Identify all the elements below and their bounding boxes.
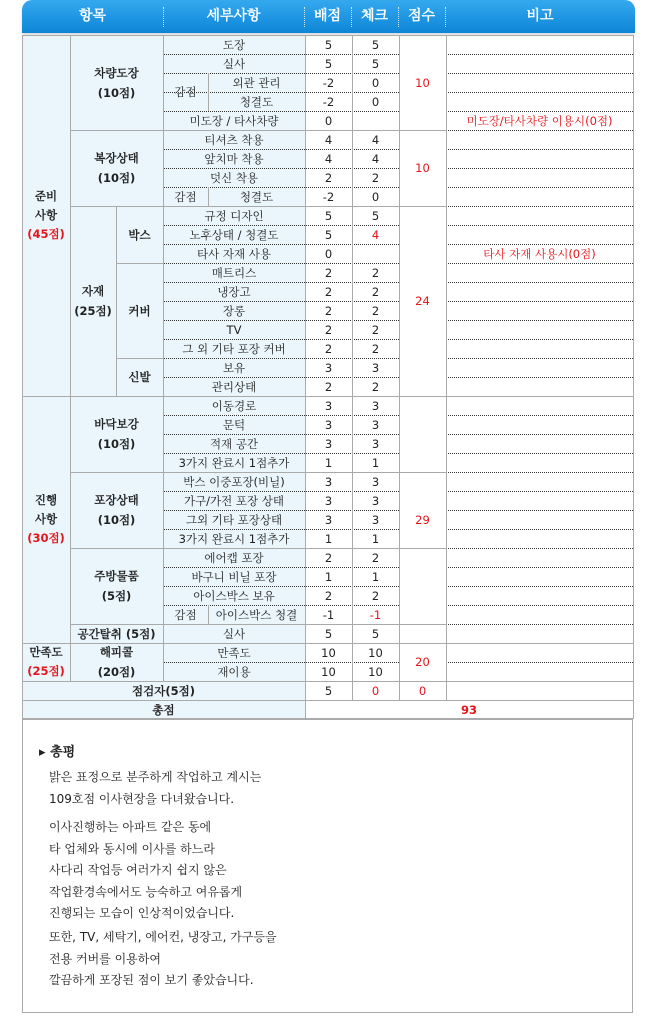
check-cell: 3 [371,436,380,451]
group-label: (5점) [101,589,132,603]
check-cell [352,244,399,263]
score-cell: 2 [324,284,333,299]
inspector-label: 점검자(5점) [132,683,195,698]
row-divider [446,377,633,378]
total-label: 총점 [152,702,175,717]
detail-item: 3가지 완료시 1점추가 [178,531,290,546]
row-divider [163,491,399,492]
column-divider [163,35,164,681]
group-label: 포장상태 [94,493,139,507]
summary-title-text: 총평 [50,745,76,760]
section-score: 0 [418,683,427,698]
summary-line: 이사진행하는 아파트 같은 동에 [49,820,212,834]
row-divider [446,358,633,359]
row-divider [163,73,399,74]
check-cell: 1 [371,531,380,546]
row-divider [446,149,633,150]
summary-paragraph [49,767,261,810]
check-cell: -1 [369,607,382,622]
score-cell: 5 [324,37,333,52]
row-divider [446,662,633,663]
column-divider [116,206,117,396]
check-cell [352,111,399,130]
row-divider [163,54,399,55]
row-divider [446,453,633,454]
row-divider [163,187,399,188]
summary-line: 밝은 표정으로 분주하게 작업하고 계시는 [49,770,262,784]
check-cell: 2 [371,284,380,299]
group-cell [70,35,163,130]
header-check: 체크 [360,8,389,24]
row-divider [446,206,633,207]
detail-item: 앞치마 착용 [204,151,264,166]
row-divider [446,244,633,245]
check-cell: 2 [371,265,380,280]
detail-item: 규정 디자인 [204,208,264,223]
score-cell: -2 [322,189,335,204]
row-divider [163,301,399,302]
row-divider [163,149,399,150]
detail-item: 그외 기타 포장상태 [185,512,283,527]
row-divider [446,567,633,568]
row-divider [70,396,446,397]
total-value: 93 [460,702,477,717]
score-cell: 10 [321,645,336,660]
check-cell: 3 [371,417,380,432]
detail-item: 그 외 기타 포장 커버 [182,341,286,356]
row-divider [446,263,633,264]
row-divider [446,624,633,625]
row-divider [70,130,446,131]
score-cell: 3 [324,398,333,413]
detail-item: 미도장 / 타사차량 [189,113,279,128]
row-divider [446,54,633,55]
score-cell: 3 [324,360,333,375]
score-cell: 5 [324,56,333,71]
row-divider [163,111,399,112]
row-divider [446,320,633,321]
group-label: 바닥보강 [94,417,139,431]
column-divider [70,35,71,681]
detail-item: 아이스박스 청결 [215,607,298,622]
summary-line: 진행되는 모습이 인상적이었습니다. [49,906,235,920]
score-cell: 0 [324,113,333,128]
check-cell: 0 [371,189,380,204]
detail-item: 티셔츠 착용 [204,132,264,147]
row-divider [446,92,633,93]
row-divider [70,624,446,625]
category-points: (30점) [27,531,65,545]
row-divider [163,586,399,587]
score-cell: 2 [324,588,333,603]
score-cell: 10 [321,664,336,679]
column-divider [208,73,209,111]
row-divider [163,358,399,359]
detail-item: 덧신 착용 [209,170,259,185]
row-divider [70,643,446,644]
score-cell: 3 [324,493,333,508]
score-cell: 2 [324,322,333,337]
row-divider [70,472,446,473]
row-divider [163,244,399,245]
group-label: (10점) [97,513,136,527]
summary-paragraph [49,927,277,992]
score-cell: 0 [324,246,333,261]
detail-item: 바구니 비닐 포장 [191,569,277,584]
row-divider [446,168,633,169]
score-cell: 3 [324,417,333,432]
detail-item: 보유 [222,360,246,375]
row-divider [163,434,399,435]
row-divider [163,415,399,416]
category-name: 준비 사항 [34,189,58,222]
score-cell: -2 [322,75,335,90]
row-divider [22,700,633,701]
detail-item: 적재 공간 [209,436,259,451]
check-cell: 2 [371,322,380,337]
score-cell: 5 [324,683,333,698]
summary-paragraph [49,817,242,925]
note-cell: 미도장/타사차량 이용시(0점) [466,113,613,128]
score-cell: -1 [322,607,335,622]
group-label: (20점) [97,665,136,679]
table-header [22,0,635,33]
group-label: 자재 [81,284,105,298]
row-divider [446,130,633,131]
score-cell: 3 [324,474,333,489]
summary-line: 사다리 작업등 여러가지 쉽지 않은 [49,863,227,877]
row-divider [163,605,399,606]
detail-item: 박스 이중포장(비닐) [183,474,285,489]
detail-item: 이동경로 [211,398,257,413]
row-divider [163,510,399,511]
detail-item: 노후상태 / 청결도 [189,227,279,242]
detail-item: 타사 자재 사용 [197,246,271,261]
note-cell: 타사 자재 사용시(0점) [483,246,596,261]
check-cell: 4 [371,151,380,166]
score-cell: 3 [324,512,333,527]
check-cell: 3 [371,512,380,527]
detail-item: 만족도 [217,645,251,660]
row-divider [446,472,633,473]
group-cell [70,548,163,624]
check-cell: 0 [371,75,380,90]
detail-item: 청결도 [239,94,274,109]
section-score: 20 [415,655,430,669]
score-cell: -2 [322,94,335,109]
detail-item: 가구/가전 포장 상태 [183,493,285,508]
row-divider [399,206,446,207]
group-label: (10점) [97,437,136,451]
check-cell: 2 [371,170,380,185]
summary-line: 전용 커버를 이용하여 [49,951,161,966]
group-cell [70,396,163,472]
category-cell [22,643,70,681]
summary-line: 109호점 이사현장을 다녀왔습니다. [49,791,235,806]
score-cell: 2 [324,550,333,565]
row-divider [446,510,633,511]
section-score: 10 [415,161,430,175]
check-cell: 10 [368,645,383,660]
check-cell: 0 [371,94,380,109]
group-cell [70,206,116,396]
group-label: (10점) [97,85,136,100]
row-divider [446,605,633,606]
header-points: 점수 [407,8,436,24]
header-category: 항목 [78,8,107,24]
detail-item: 도장 [222,37,246,52]
score-cell: 3 [324,436,333,451]
row-divider [446,586,633,587]
row-divider [116,263,163,264]
category-cell [22,35,70,396]
detail-item: TV [226,322,242,337]
row-divider [446,491,633,492]
detail-item: 문턱 [222,417,246,432]
column-divider [399,35,400,700]
row-divider [163,529,399,530]
category-name: 진행 사항 [34,493,58,526]
check-cell: 0 [371,683,380,698]
subgroup-shoes: 신발 [128,370,151,384]
column-divider [446,35,447,700]
row-divider [163,168,399,169]
score-cell: 2 [324,379,333,394]
row-divider [22,681,633,682]
summary-line: 깔끔하게 포장된 점이 보기 좋았습니다. [49,973,254,987]
summary-line: 또한, TV, 세탁기, 에어컨, 냉장고, 가구등을 [49,930,277,944]
column-divider [208,187,209,206]
check-cell: 3 [371,360,380,375]
check-cell: 5 [371,208,380,223]
score-cell: 2 [324,265,333,280]
deduct-label: 감점 [174,85,197,99]
summary-title: ▸ 총평 [39,745,76,760]
summary-panel [22,718,633,1013]
detail-item: 아이스박스 보유 [193,588,275,603]
score-cell: 1 [324,569,333,584]
row-divider [446,187,633,188]
subgroup-box: 박스 [128,227,151,242]
row-divider [163,320,399,321]
group-cell [70,472,163,548]
detail-item: 매트리스 [211,265,257,280]
check-cell: 1 [371,569,380,584]
check-cell: 3 [371,493,380,508]
row-divider [70,548,446,549]
row-divider [163,92,399,93]
check-cell: 2 [371,550,380,565]
score-cell: 1 [324,455,333,470]
row-divider [70,206,446,207]
check-cell: 5 [371,56,380,71]
row-divider [446,73,633,74]
score-cell: 4 [324,151,333,166]
score-cell: 2 [324,341,333,356]
check-cell: 5 [371,626,380,641]
column-divider [305,35,306,719]
section-score: 24 [415,294,430,308]
category-name: 만족도 [29,645,63,659]
row-divider [163,339,399,340]
detail-item: 실사 [222,56,246,71]
detail-item: 관리상태 [211,379,257,394]
header-note: 비고 [526,8,554,24]
group-cell: 공간탈취 (5점) [77,626,156,641]
deduct-label: 감점 [174,607,197,622]
check-cell: 3 [371,398,380,413]
category-points: (45점) [27,227,65,241]
row-divider [116,358,163,359]
check-cell: 2 [371,341,380,356]
score-cell: 5 [324,208,333,223]
row-divider [163,567,399,568]
row-divider [163,662,399,663]
section-score: 29 [415,512,430,527]
check-cell: 10 [368,664,383,679]
category-points: (25점) [27,664,65,678]
check-cell: 2 [371,303,380,318]
column-divider [352,35,353,700]
group-label: (10점) [97,171,136,185]
row-divider [446,415,633,416]
detail-item: 에어캡 포장 [204,550,264,565]
group-label: 복장상태 [94,151,139,165]
detail-item: 장롱 [222,303,246,318]
row-divider [163,377,399,378]
group-label: 주방물품 [94,569,139,583]
detail-item: 청결도 [239,189,274,204]
score-cell: 1 [324,531,333,546]
column-divider [208,605,209,624]
check-cell: 1 [371,455,380,470]
detail-item: 재이용 [217,664,251,679]
deduct-label: 감점 [174,189,197,204]
header-score: 배점 [313,8,342,24]
row-divider [163,282,399,283]
check-cell: 3 [371,474,380,489]
score-cell: 4 [324,132,333,147]
row-divider [446,225,633,226]
group-label: 차량도장 [94,65,139,80]
header-detail: 세부사항 [206,8,261,24]
row-divider [399,130,446,131]
column-divider [22,35,23,719]
check-cell: 4 [371,227,380,242]
summary-line: 작업환경속에서도 능숙하고 여유롭게 [49,884,243,899]
row-divider [446,339,633,340]
detail-item: 외관 관리 [232,75,281,90]
detail-item: 3가지 완료시 1점추가 [178,455,290,470]
detail-item: 실사 [222,626,246,641]
row-divider [22,35,633,36]
category-cell [22,396,70,643]
group-cell [70,643,163,681]
row-divider [446,434,633,435]
summary-line: 타 업체와 동시에 이사를 하느라 [49,841,215,856]
row-divider [446,111,633,112]
group-label: 해피콜 [99,645,134,659]
column-divider [633,35,634,719]
check-cell: 5 [371,37,380,52]
score-cell: 5 [324,227,333,242]
check-cell: 4 [371,132,380,147]
row-divider [446,548,633,549]
row-divider [163,225,399,226]
row-divider [163,263,399,264]
score-cell: 2 [324,170,333,185]
subgroup-cover: 커버 [128,303,151,318]
group-cell [70,130,163,206]
score-cell: 2 [324,303,333,318]
row-divider [163,453,399,454]
score-cell: 5 [324,626,333,641]
row-divider [446,282,633,283]
detail-item: 냉장고 [217,284,251,299]
group-label: (25점) [74,304,112,318]
section-score: 10 [415,75,430,90]
check-cell: 2 [371,588,380,603]
row-divider [446,301,633,302]
check-cell: 2 [371,379,380,394]
row-divider [446,529,633,530]
